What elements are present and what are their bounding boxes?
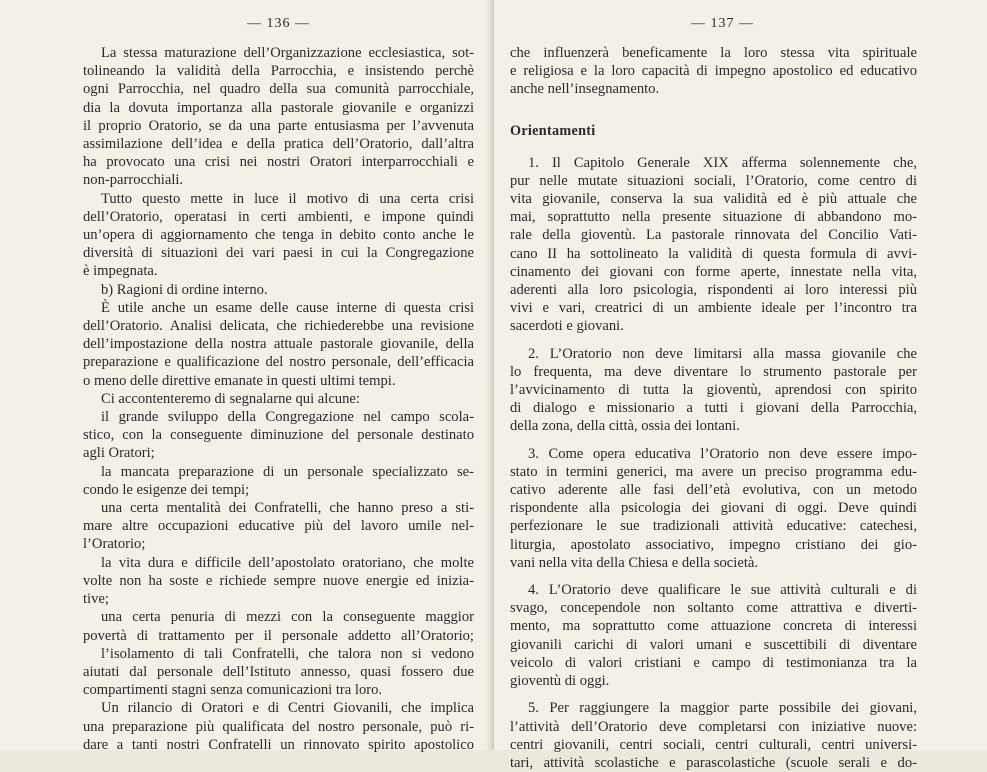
text-line: dell’Oratorio. Analisi delicata, che richiederebbe una revisione <box>83 318 474 335</box>
text-line: Tutto questo mette in luce il motivo di una certa crisi <box>101 190 474 207</box>
text-line: una preparazione più qualificata del nostro personale, può ri- <box>83 718 474 735</box>
text-line: o meno delle direttive emanate in questi ultimi tempi. <box>83 372 396 389</box>
text-line: sacerdoti e giovani. <box>510 318 624 335</box>
text-line: è impegnata. <box>83 263 158 280</box>
text-line: condo le esigenze dei tempi; <box>83 481 250 498</box>
text-line: gioventù di oggi. <box>510 673 610 690</box>
text-line: un’opera di aggiornamento che tenga in debito conto anche le <box>83 227 474 244</box>
text-line: l’isolamento di tali Confratelli, che talora non si vedono <box>101 645 474 662</box>
text-line: svago, concependole non soltanto come attrattiva e diverti- <box>510 600 917 617</box>
text-line: la mancata preparazione di un personale specializzato se- <box>101 463 474 480</box>
text-line: lo frequenta, ma deve diventare lo strumento pastorale per <box>510 363 917 380</box>
paragraph-spacer <box>510 436 917 445</box>
text-line: È utile anche un esame delle cause interne di questa crisi <box>101 299 474 316</box>
text-line: giovanili carichi di valori umani e suscettibili di diventare <box>510 636 917 653</box>
text-line: l’avvicinamento di tutta la gioventù, aprendosi con spirito <box>510 382 917 399</box>
text-line: cinamento dei giovani con forme aperte, innestate nella vita, <box>510 263 917 280</box>
text-line: dare a tanti nostri Confratelli un rinnovato spirito apostolico <box>83 736 474 753</box>
text-line: ogni Parrocchia, nel quadro della sua comunità parrocchiale, <box>83 81 474 98</box>
text-line: povertà di trattamento per il personale addetto all’Oratorio; <box>83 627 474 644</box>
text-line: 2. L’Oratorio non deve limitarsi alla massa giovanile che <box>528 345 917 362</box>
text-line: volte non ha soste e richiede sempre nuove energie ed inizia- <box>83 572 474 589</box>
text-line: vivi e vari, creatrici di un ambiente ideale per l’incontro tra <box>510 300 917 317</box>
right-page-intro <box>510 44 917 99</box>
text-line: centri giovanili, centri sociali, centri culturali, centri universi- <box>510 736 917 753</box>
text-line: rispondente alla psicologia dei giovani di oggi. Deve quindi <box>510 500 917 517</box>
text-line: cano II ha sottolineato la validità di questa formula di avvi- <box>510 245 917 262</box>
text-line: 4. L’Oratorio deve qualificare le sue attività culturali e di <box>528 582 917 599</box>
text-line: il grande sviluppo della Congregazione nel campo scola- <box>101 409 474 426</box>
text-line: perfezionare le sue tradizionali attività educative: catechesi, <box>510 518 917 535</box>
text-line: 3. Come opera educativa l’Oratorio non deve essere impo- <box>528 445 917 462</box>
text-line: dia la dovuta importanza alla pastorale giovanile e organizzi <box>83 99 474 116</box>
text-line: tari, attività scolastiche e parascolastiche (scuole serali e do- <box>510 754 917 771</box>
text-line: La stessa maturazione dell’Organizzazione ecclesiastica, sot- <box>101 45 474 61</box>
text-line: mare altre occupazioni educative più del lavoro umile nel- <box>83 518 474 535</box>
right-page <box>494 0 987 771</box>
text-line: aiutati dal personale dell’Istituto annesso, quasi fossero due <box>83 663 474 680</box>
text-line: pur nelle mutate situazioni sociali, l’Oratorio, come centro di <box>510 172 917 189</box>
text-line: compartimenti stagni senza comunicazioni tra loro. <box>83 682 383 699</box>
paragraph-spacer <box>510 572 917 581</box>
text-line: e religiosa e la loro capacità di impegno apostolico ed educativo <box>510 63 917 80</box>
text-line: vita giovanile, conserva la sua validità ed è più attuale che <box>510 191 917 208</box>
text-line: l’Oratorio; <box>83 536 146 553</box>
page-number-136: — 136 — <box>247 16 310 31</box>
text-line: Ci accontenteremo di segnalarne qui alcune: <box>101 390 360 407</box>
text-line: anche nell’insegnamento. <box>510 81 660 98</box>
text-line: una certa mentalità dei Confratelli, che hanno preso a sti- <box>101 500 474 517</box>
numbered-paragraph <box>510 154 917 336</box>
section-heading-orientamenti: Orientamenti <box>510 122 596 139</box>
text-line: agli Oratori; <box>83 445 155 462</box>
text-line: assimilazione dell’idea e della pratica dell’Oratorio, dall’altra <box>83 136 474 153</box>
paragraph-spacer <box>510 690 917 699</box>
left-page <box>0 0 494 753</box>
text-line: rale della gioventù. La pastorale rinnovata del Concilio Vati- <box>510 227 917 244</box>
numbered-paragraph <box>510 445 917 572</box>
text-line: tolineando la validità della Parrocchia, e insistendo perchè <box>83 63 474 80</box>
text-line: liturgia, apostolato associativo, impegno cristiano dei gio- <box>510 536 917 553</box>
text-line: tive; <box>83 591 109 608</box>
numbered-paragraph <box>510 699 917 772</box>
text-line: b) Ragioni di ordine interno. <box>101 281 268 298</box>
text-line: di dialogo e missionario a tutti i giovani della Parrocchia, <box>510 400 917 417</box>
numbered-paragraph <box>510 345 917 436</box>
text-line: una certa penuria di mezzi con la conseguente maggior <box>101 609 474 626</box>
text-line: diversità di situazioni dei vari paesi in cui la Congregazione <box>83 245 474 262</box>
page-number-137: — 137 — <box>691 16 754 31</box>
paragraph-spacer <box>510 336 917 345</box>
text-line: preparazione e qualificazione del nostro personale, dell’efficacia <box>83 354 474 371</box>
numbered-paragraph <box>510 581 917 690</box>
text-line: che influenzerà beneficamente la loro stessa vita spirituale <box>510 45 917 61</box>
text-line: il proprio Oratorio, se da una parte entusiasma per l’avvenuta <box>83 117 474 134</box>
text-line: aderenti alla loro psicologia, rispondenti ai loro interessi più <box>510 282 917 299</box>
text-line: stato in termini generici, ma avere un preciso programma edu- <box>510 463 917 480</box>
text-line: stico, con la conseguente diminuzione del personale destinato <box>83 427 474 444</box>
text-line: vani nella vita della Chiesa e della società. <box>510 554 758 571</box>
text-line: veicolo di valori cristiani e campo di testimonianza tra la <box>510 654 917 671</box>
text-line: dell’Oratorio, operatasi in certi ambienti, e impone quindi <box>83 208 474 225</box>
text-line: 1. Il Capitolo Generale XIX afferma solennemente che, <box>528 154 917 171</box>
text-line: Un rilancio di Oratori e di Centri Giovanili, che implica <box>101 700 474 717</box>
text-line: l’attività dell’Oratorio deve completarsi con iniziative nuove: <box>510 718 917 735</box>
text-line: 5. Per raggiungere la maggior parte possibile dei giovani, <box>528 700 917 717</box>
text-line: mento, ma soprattutto come attuazione concreta di interessi <box>510 618 917 635</box>
text-line: non-parrocchiali. <box>83 172 184 189</box>
text-line: della zona, della città, ossia dei lontani. <box>510 418 740 435</box>
text-line: dell’impostazione della nostra attuale pastorale giovanile, della <box>83 336 474 353</box>
left-page-body <box>83 44 474 754</box>
text-line: cativo aderente alle fasi dell’età evolutiva, con un metodo <box>510 482 917 499</box>
text-line: la vita dura e difficile dell’apostolato oratoriano, che molte <box>101 554 474 571</box>
right-page-paragraphs <box>510 154 917 772</box>
text-line: mai, soprattutto nella presente situazione di abbandono mo- <box>510 209 917 226</box>
text-line: ha provocato una crisi nei nostri Oratori interparrocchiali e <box>83 154 474 171</box>
